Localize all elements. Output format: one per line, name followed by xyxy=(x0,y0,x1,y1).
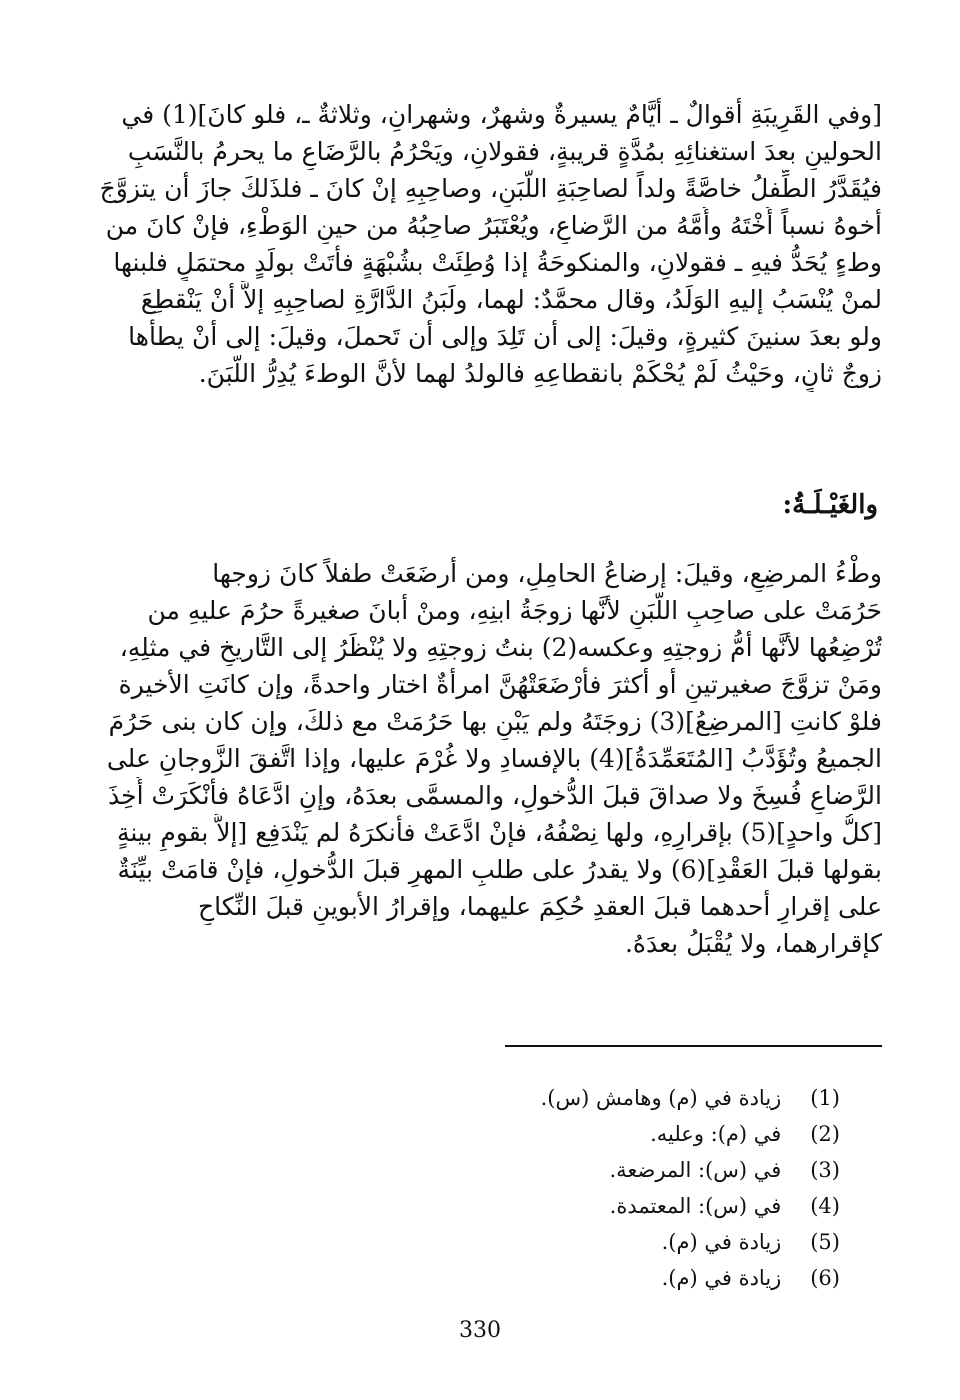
section-heading: والغَيْـلَـةُ: xyxy=(782,490,878,520)
text-line: على إقرارِ أحدهما قبلَ العقدِ حُكِمَ عليهما، وإقرارُ الأبوينِ قبلَ النِّكاحِ xyxy=(197,892,882,921)
text-line: فيُقَدَّرُ الطِّفلُ خاصَّةً ولداً لصاحِبَةِ اللَّبَنِ، وصاحِبِهِ إنْ كانَ ـ فلذَلكَ جازَ أن يتزوَّجَ xyxy=(99,174,882,203)
paragraph-1 xyxy=(82,96,882,392)
text-line: حَرُمَتْ على صاحِبِ اللَّبَنِ لأنَّها زوجَةُ ابنِهِ، ومنْ أبانَ صغيرةً حرُمَ عليهِ من xyxy=(147,596,882,625)
text-line: الرَّضاعِ فُسِخَ ولا صداقَ قبلَ الدُّخولِ، والمسمَّى بعدَهُ، وإنِ ادَّعَاهُ فأنْكَرَتْ أُخِذَ xyxy=(108,781,882,810)
text-line: الجميعُ وتُؤَدَّبُ [المُتَعَمِّدَةُ](4) بالإفسادِ ولا غُرْمَ عليها، وإذا اتَّفقَ الزَّوجانِ على xyxy=(106,744,882,773)
footnote-item xyxy=(340,1152,840,1188)
text-line: لمنْ يُنْسَبُ إليهِ الوَلَدُ، وقال محمَّدٌ: لهما، ولَبَنُ الدَّارَّةِ لصاحِبِهِ إلاَّ أنْ يَنْقطِعَ xyxy=(140,285,882,314)
text-line: فلوْ كانتِ [المرضِعُ](3) زوجَتَهُ ولم يَبْنِ بها حَرُمَتْ مع ذلكَ، وإن كان بنى حَرُمَ xyxy=(108,707,882,736)
footnote-number: (2) xyxy=(810,1122,840,1146)
footnote-text: في (م): وعليه. xyxy=(650,1122,782,1146)
footnote-number: (4) xyxy=(810,1194,840,1218)
footnote-number: (3) xyxy=(810,1158,840,1182)
page-number: 330 xyxy=(459,1318,501,1343)
text-line: [وفي القَرِيبَةِ أقوالٌ ـ أيَّامٌ يسيرةٌ وشهرٌ، وشهرانِ، وثلاثةٌ ـ، فلو كانَ](1) في xyxy=(121,100,882,129)
footnote-number: (6) xyxy=(810,1266,840,1290)
text-line: ولو بعدَ سنينَ كثيرةٍ، وقيلَ: إلى أن تَلِدَ وإلى أن تَحملَ، وقيلَ: إلى أنْ يطأها xyxy=(128,322,882,351)
footnote-text: زيادة في (م). xyxy=(661,1266,782,1290)
footnote-text: زيادة في (م). xyxy=(661,1230,782,1254)
text-line: الحولينِ بعدَ استغنائِهِ بمُدَّةٍ قريبةٍ، فقولانِ، ويَحْرُمُ بالرَّضَاعِ ما يحرمُ بالنَّسَبِ xyxy=(127,137,882,166)
footnote-number: (5) xyxy=(810,1230,840,1254)
text-line: وطْءُ المرضِعِ، وقيلَ: إرضاعُ الحامِلِ، ومن أرضَعَتْ طفلاً كانَ زوجها xyxy=(212,559,882,588)
text-line: كإقرارهما، ولا يُقْبَلُ بعدَهُ. xyxy=(624,929,882,958)
text-line: زوجٌ ثانٍ، وحَيْثُ لَمْ يُحْكَمْ بانقطاعِهِ فالولدُ لهما لأنَّ الوطءَ يُدِرُّ اللَّبَنَ. xyxy=(198,359,882,388)
footnote-text: زيادة في (م) وهامش (س). xyxy=(540,1086,782,1110)
footnotes-list xyxy=(340,1080,840,1296)
footnote-item xyxy=(340,1080,840,1116)
text-line: ومَنْ تزوَّجَ صغيرتينِ أو أكثرَ فأرْضَعَتْهُنَّ امرأةٌ اختار واحدةً، وإن كانَتِ الأخيرة xyxy=(118,670,882,699)
footnote-item xyxy=(340,1260,840,1296)
text-line: أخوهُ نسباً أُخْتَهُ وأُمَّهُ من الرَّضاعِ، ويُعْتَبَرُ صاحِبُهُ من حينِ الوَطْءِ، فإنْ كانَ من xyxy=(105,211,882,240)
text-line: وطءٍ يُحَدُّ فيهِ ـ فقولانِ، والمنكوحَةُ إذا وُطِئَتْ بشُبْهَةٍ فأَتَتْ بولَدٍ محتمَلٍ فلبنها xyxy=(113,248,882,277)
footnote-text: في (س): المعتمدة. xyxy=(609,1194,782,1218)
text-line: بقولها قبلَ العَقْدِ](6) ولا يقدرُ على طلبِ المهرِ قبلَ الدُّخولِ، فإنْ قامَتْ بيِّنَةٌ xyxy=(117,855,882,884)
paragraph-2 xyxy=(82,555,882,962)
footnote-number: (1) xyxy=(810,1086,840,1110)
footnote-item xyxy=(340,1224,840,1260)
footnote-item xyxy=(340,1116,840,1152)
text-line: [كلُّ واحدٍ](5) بإقرارِهِ، ولها نِصْفُهُ، فإنْ ادَّعَتْ فأنكرَهُ لم يَنْدَفِع [إلاَّ بقومٍ بينةٍ xyxy=(116,818,882,847)
footnote-text: في (س): المرضعة. xyxy=(609,1158,782,1182)
footnote-separator xyxy=(505,1045,882,1047)
text-line: تُرْضِعُها لأنَّها أمُّ زوجتِهِ وعكسه(2) بنتُ زوجتِهِ ولا يُنْظَرُ إلى التَّاريخِ في مثلِهِ، xyxy=(119,633,882,662)
footnote-item xyxy=(340,1188,840,1224)
